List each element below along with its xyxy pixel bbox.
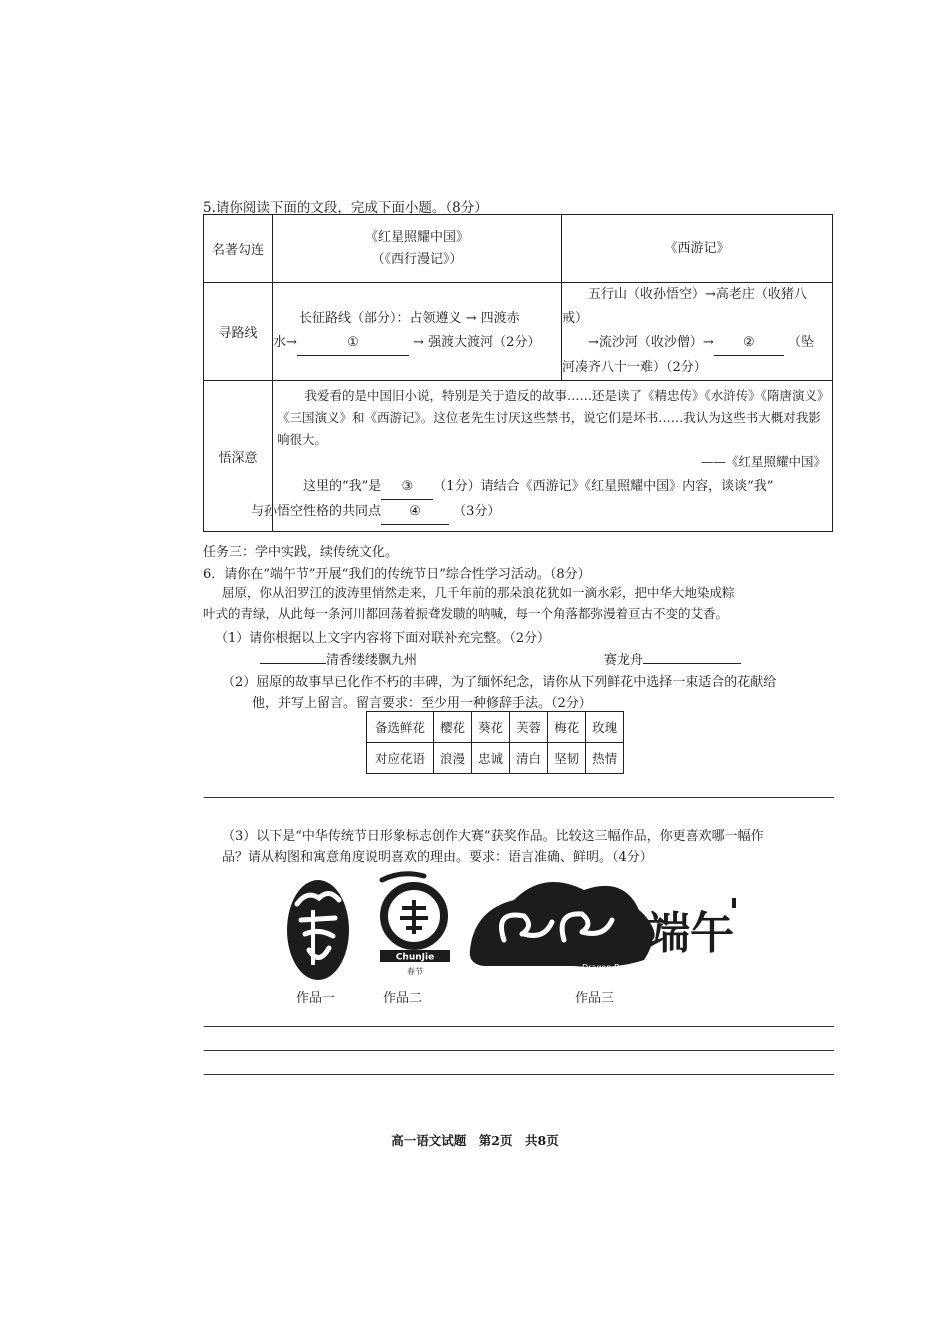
qa-a-post: （1分）请结合《西游记》《红星照耀中国》内容，谈谈“我” [433, 479, 774, 494]
artwork-2-sub: 春节 [407, 967, 423, 976]
flower-table [366, 711, 624, 774]
flower-row [367, 712, 624, 743]
artwork-2-logo [372, 868, 458, 978]
qa-b-pre: 与孙悟空性格的共同点 [251, 504, 382, 519]
quote-source: ——《红星照耀中国》 [700, 454, 826, 469]
red-star-alt-title: （《西行漫记》） [371, 251, 463, 267]
svg-text:Dragon Boat Festival: Dragon Boat Festival [582, 963, 666, 972]
qa-a-pre: 这里的“我”是 [303, 479, 382, 494]
blank-4[interactable]: ④ [381, 500, 449, 525]
flower-meaning-cell: 清白 [510, 743, 548, 774]
couplet-left-text: 清香缕缕飘九州 [326, 653, 418, 668]
col-journey-west-header: 《西游记》 [562, 215, 833, 283]
flower-cell: 梅花 [548, 712, 586, 743]
flower-cell: 葵花 [472, 712, 510, 743]
blank-3[interactable]: ③ [381, 475, 433, 500]
route2-line-a: 五行山（收孙悟空）→高老庄（收猪八 [588, 287, 807, 302]
sub-question-3-b: 品？请从构图和寓意角度说明喜欢的理由。要求：语言准确、鲜明。（4分） [222, 850, 653, 865]
route1-post: → 强渡大渡河（2分） [413, 335, 541, 350]
route2-post: （坠 [787, 335, 814, 350]
route2-line-c [562, 331, 832, 356]
artwork-2-text: ChunJie [395, 952, 435, 963]
flower-cell: 樱花 [434, 712, 472, 743]
work-2-caption: 作品二 [383, 991, 423, 1006]
quote-passage: 我爱看的是中国旧小说，特别是关于造反的故事……还是读了《精忠传》《水浒传》《隋唐演义》《三国演义》和《西游记》。这位老先生讨厌这些禁书，说它们是坏书……我认为这些书大概对我影响很大。 [277, 388, 824, 447]
col-red-star-header [273, 215, 562, 283]
couplet-right-text: 赛龙舟 [604, 653, 644, 668]
couplet-right-blank[interactable] [643, 663, 741, 664]
qa-b-post: （3分） [453, 504, 501, 519]
page-footer: 高一语文试题 第2页 共8页 [391, 1133, 559, 1148]
question-3-4 [251, 473, 832, 531]
works-link-table [203, 214, 833, 532]
flower-cell: 玫瑰 [586, 712, 624, 743]
answer-line[interactable] [204, 1074, 834, 1075]
flower-meaning-cell: 坚韧 [548, 743, 586, 774]
insight-cell [251, 381, 833, 532]
answer-line[interactable] [204, 1050, 834, 1051]
question-6-title: 6．请你在“端午节”开展“我们的传统节日”综合性学习活动。（8分） [203, 567, 591, 582]
flower-meaning-row [367, 743, 624, 774]
route2-line-d: 河凑齐八十一难）（2分） [562, 360, 707, 375]
sub-question-1: （1）请你根据以上文字内容将下面对联补充完整。（2分） [215, 631, 551, 646]
flower-meaning-cell: 浪漫 [434, 743, 472, 774]
flower-meaning-cell: 对应花语 [367, 743, 434, 774]
route1-line-b [273, 331, 561, 356]
route-red-star-cell [273, 283, 562, 381]
couplet-right [604, 649, 741, 668]
couplet-left-blank[interactable] [260, 663, 326, 664]
question-5-title: 5.请你阅读下面的文段，完成下面小题。（8分） [203, 200, 488, 216]
passage-line-b: 叶式的青绿，从此每一条河川都回荡着振聋发聩的呐喊，每一个角落都弥漫着亘古不变的艾香。 [203, 606, 729, 621]
work-1-caption: 作品一 [296, 991, 336, 1006]
insight-label: 悟深意 [204, 381, 273, 532]
route2-line-b: 戒） [562, 311, 589, 326]
passage-line-a: 屈原，你从汨罗江的波涛里悄然走来，几千年前的那朵浪花犹如一滴水彩，把中华大地染成粽 [222, 585, 735, 600]
artwork-3-logo [464, 870, 754, 980]
route-label: 寻路线 [204, 283, 273, 381]
red-star-title: 《红星照耀中国》 [364, 229, 469, 245]
route-journey-west-cell [562, 283, 833, 381]
flower-meaning-cell: 热情 [586, 743, 624, 774]
sub-question-2-b: 他，并写上留言。留言要求：至少用一种修辞手法。（2分） [252, 696, 592, 711]
work-3-caption: 作品三 [575, 991, 615, 1006]
route1-pre: 水→ [273, 335, 297, 350]
couplet-left [260, 649, 417, 668]
flower-cell: 备选鲜花 [367, 712, 434, 743]
blank-1[interactable]: ① [297, 331, 409, 356]
artwork-3-text: 端午 [646, 908, 734, 959]
artwork-1-logo [283, 870, 353, 985]
route1-line-a: 长征路线（部分）：占领遵义 → 四渡赤 [299, 311, 520, 326]
task3-heading: 任务三：学中实践，续传统文化。 [203, 545, 399, 560]
sub-question-3-a: （3）以下是“中华传统节日形象标志创作大赛”获奖作品。比较这三幅作品，你更喜欢哪一幅作 [222, 829, 764, 844]
sub-question-2-a: （2）屈原的故事早已化作不朽的丰碑，为了缅怀纪念，请你从下列鲜花中选择一束适合的花献给 [222, 675, 777, 690]
flower-cell: 芙蓉 [510, 712, 548, 743]
flower-meaning-cell: 忠诚 [472, 743, 510, 774]
answer-line[interactable] [204, 797, 834, 798]
route2-pre: →流沙河（收沙僧）→ [588, 335, 714, 350]
table-head-label: 名著勾连 [204, 215, 273, 283]
blank-2[interactable]: ② [714, 331, 784, 356]
answer-line[interactable] [204, 1026, 834, 1027]
